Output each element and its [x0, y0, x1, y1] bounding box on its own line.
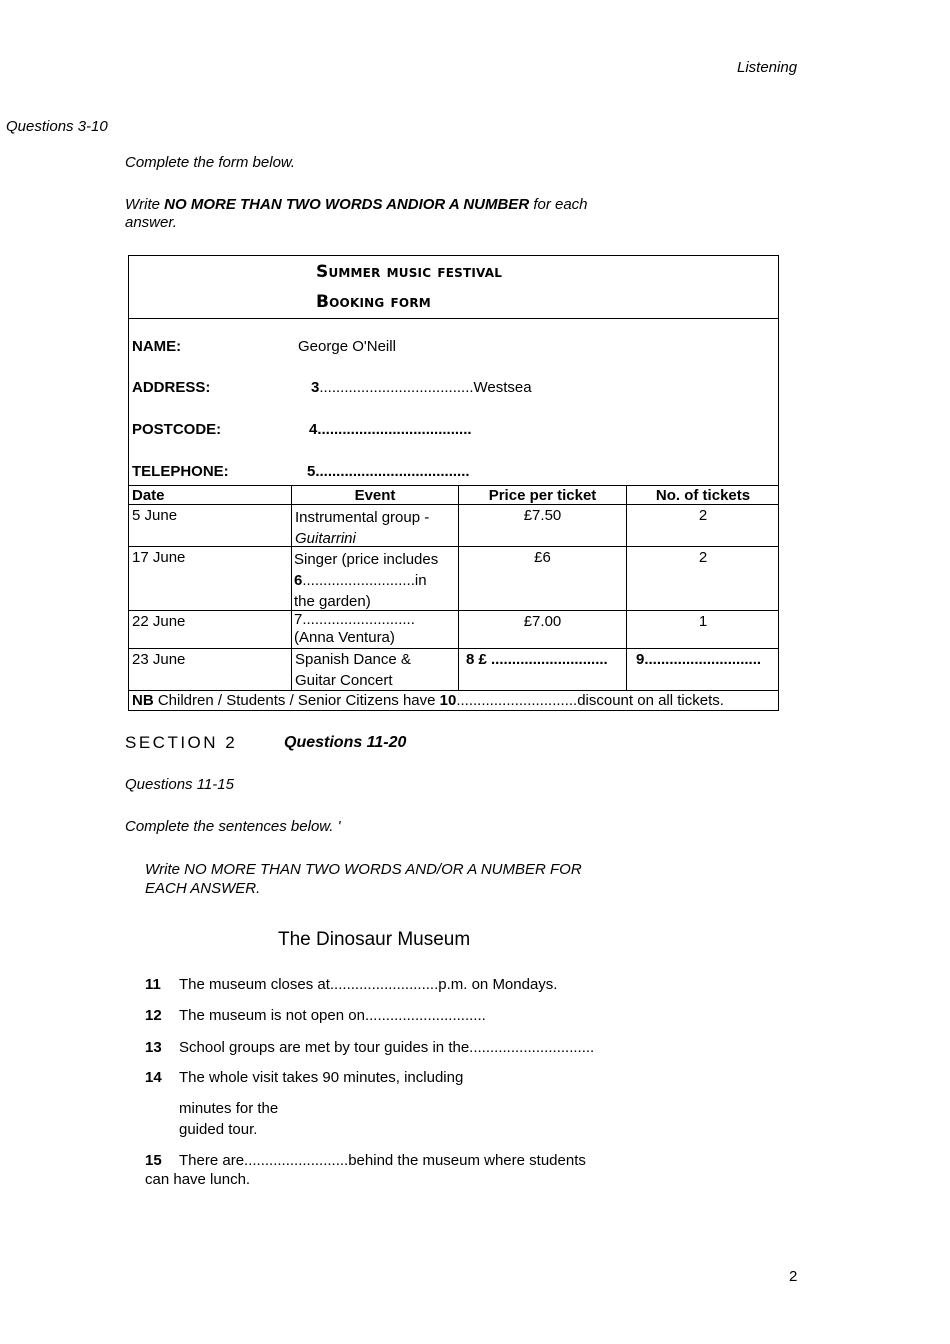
table-row-date: 5 June [132, 507, 178, 524]
col-header-price: Price per ticket [488, 487, 597, 504]
questions-label: Questions 3-10 [6, 118, 108, 135]
table-row-date: 23 June [132, 651, 186, 668]
table-row-tickets: 1 [698, 613, 708, 630]
section-heading: SECTION 2 [125, 733, 238, 752]
page-number: 2 [789, 1268, 798, 1285]
discount-note: NB Children / Students / Senior Citizens have 10.............................discount on all tickets. [132, 692, 724, 709]
col-header-date: Date [132, 487, 165, 504]
postcode-value: 4..................................... [309, 421, 472, 438]
question-number: 14 [145, 1069, 162, 1086]
question-text: The museum is not open on............................. [179, 1007, 486, 1024]
word-limit-instruction-2: Write NO MORE THAN TWO WORDS AND/OR A NUMBER FOR [145, 861, 582, 878]
address-label: ADDRESS: [132, 379, 211, 396]
col-header-tickets: No. of tickets [655, 487, 751, 504]
question-text-line2: can have lunch. [145, 1171, 251, 1188]
question-text: School groups are met by tour guides in the.............................. [179, 1039, 595, 1056]
table-row-tickets: 2 [698, 507, 708, 524]
table-row-event: Spanish Dance & Guitar Concert [295, 651, 411, 689]
question-text: The museum closes at..........................p.m. on Mondays. [179, 976, 558, 993]
telephone-label: TELEPHONE: [132, 463, 229, 480]
table-row-event: Instrumental group - Guitarrini [295, 509, 430, 547]
section-label: Listening [737, 59, 798, 76]
form-title [129, 256, 778, 319]
form-title-line2: Booking form [316, 292, 431, 312]
question-text: There are.........................behind the museum where students [179, 1152, 586, 1169]
table-row-price: £7.00 [523, 613, 562, 630]
name-value: George O'Neill [298, 338, 396, 355]
question-number: 12 [145, 1007, 162, 1024]
col-line-1 [291, 485, 292, 690]
table-row-date: 17 June [132, 549, 186, 566]
table-row-price: £7.50 [523, 507, 562, 524]
word-limit-instruction: Write NO MORE THAN TWO WORDS ANDIOR A NUMBER for each [125, 196, 588, 213]
section-questions-range: Questions 11-20 [284, 734, 407, 751]
question-text-line2: minutes for the [179, 1100, 279, 1117]
table-row-tickets: 2 [698, 549, 708, 566]
table-row-tickets: 9............................ [636, 651, 762, 668]
telephone-value: 5..................................... [307, 463, 470, 480]
col-header-event: Event [354, 487, 396, 504]
table-row-price: £6 [534, 549, 551, 566]
questions-label-2: Questions 11-15 [125, 776, 234, 793]
word-limit-instruction-line2: answer. [125, 214, 177, 231]
sentence-instruction: Complete the sentences below. ' [125, 818, 341, 835]
form-title-line1: Summer music festival [316, 262, 503, 282]
table-row-event: 7........................... (Anna Ventura) [294, 611, 415, 646]
table-row-date: 22 June [132, 613, 186, 630]
table-row-event: Singer (price includes 6...........................in the garden) [294, 551, 439, 610]
museum-title: The Dinosaur Museum [278, 929, 471, 950]
question-text-line3: guided tour. [179, 1121, 258, 1138]
name-label: NAME: [132, 338, 182, 355]
word-limit-instruction-2-line2: EACH ANSWER. [145, 880, 261, 897]
question-number: 11 [145, 976, 161, 993]
table-row-price: 8 £ ............................ [466, 651, 608, 668]
question-number: 13 [145, 1039, 162, 1056]
form-instruction: Complete the form below. [125, 154, 296, 171]
booking-form [128, 255, 779, 711]
question-number: 15 [145, 1152, 162, 1169]
question-text: The whole visit takes 90 minutes, including [179, 1069, 464, 1086]
postcode-label: POSTCODE: [132, 421, 222, 438]
address-value: 3.....................................Westsea [311, 379, 532, 396]
